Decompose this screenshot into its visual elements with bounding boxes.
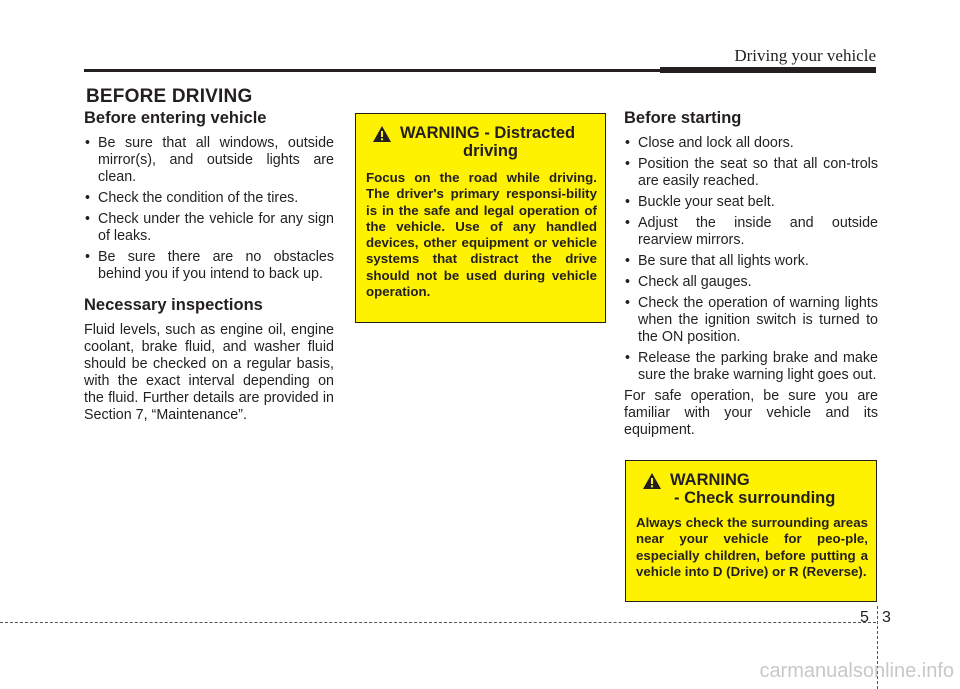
watermark: carmanualsonline.info [759,660,954,682]
list-item: • Be sure there are no obstacles behind you if you intend to back up. [84,249,334,283]
warning-triangle-icon [642,472,662,490]
list-item: • Be sure that all windows, outside mirror(s), and outside lights are clean. [84,135,334,186]
warning-header [366,124,597,160]
list-item: • Be sure that all lights work. [624,253,878,270]
inspections-paragraph: Fluid levels, such as engine oil, engine coolant, brake fluid, and washer fluid should be checked on a regular basis, with the exact interval depending on the fluid. Further details are provided in Section 7, “Maintenance”. [84,322,334,423]
chapter-number: 5 [860,609,869,626]
left-column [84,110,334,424]
list-item: • Check the operation of warning lights when the ignition switch is turned to the ON position. [624,295,878,346]
list-item: • Buckle your seat belt. [624,194,878,211]
list-item: • Position the seat so that all con-trols are easily reached. [624,156,878,190]
warning-triangle-icon [372,125,392,143]
warning-header [636,471,868,507]
list-item: • Check all gauges. [624,274,878,291]
list-item: • Check the condition of the tires. [84,190,334,207]
heading-necessary-inspections: Necessary inspections [84,296,263,314]
heading-before-starting: Before starting [624,109,742,127]
list-item: • Adjust the inside and outside rearview mirrors. [624,215,878,249]
warning-body: Always check the surrounding areas near your vehicle for peo-ple, especially children, before putting a vehicle into D (Drive) or R (Reverse). [636,515,868,579]
header-title: Driving your vehicle [734,46,876,65]
warning-box-distracted [355,113,606,323]
warning-title-line2: - Check surrounding [674,489,836,507]
footer-rule [0,622,876,623]
warning-box-surrounding [625,460,877,602]
section-title: BEFORE DRIVING [86,86,253,107]
list-item: • Release the parking brake and make sure the brake warning light goes out. [624,350,878,384]
list-item: • Close and lock all doors. [624,135,878,152]
before-starting-list [624,135,878,384]
warning-body: Focus on the road while driving. The driver's primary responsi-bility is in the safe and legal operation of the vehicle. Use of any handled devices, other equipment or vehicle systems that distract the drive should not be used during vehicle operation. [366,170,597,300]
header-rule-accent [660,67,876,73]
heading-before-entering: Before entering vehicle [84,109,267,127]
warning-title-line1: WARNING - Distracted [400,124,576,142]
warning-title-line2: driving [462,142,518,160]
right-column [624,110,878,439]
before-entering-list [84,135,334,283]
warning-title-line1: WARNING [670,471,750,489]
page-number: 3 [882,609,891,626]
list-item: • Check under the vehicle for any sign of leaks. [84,211,334,245]
safe-operation-paragraph: For safe operation, be sure you are familiar with your vehicle and its equipment. [624,388,878,438]
